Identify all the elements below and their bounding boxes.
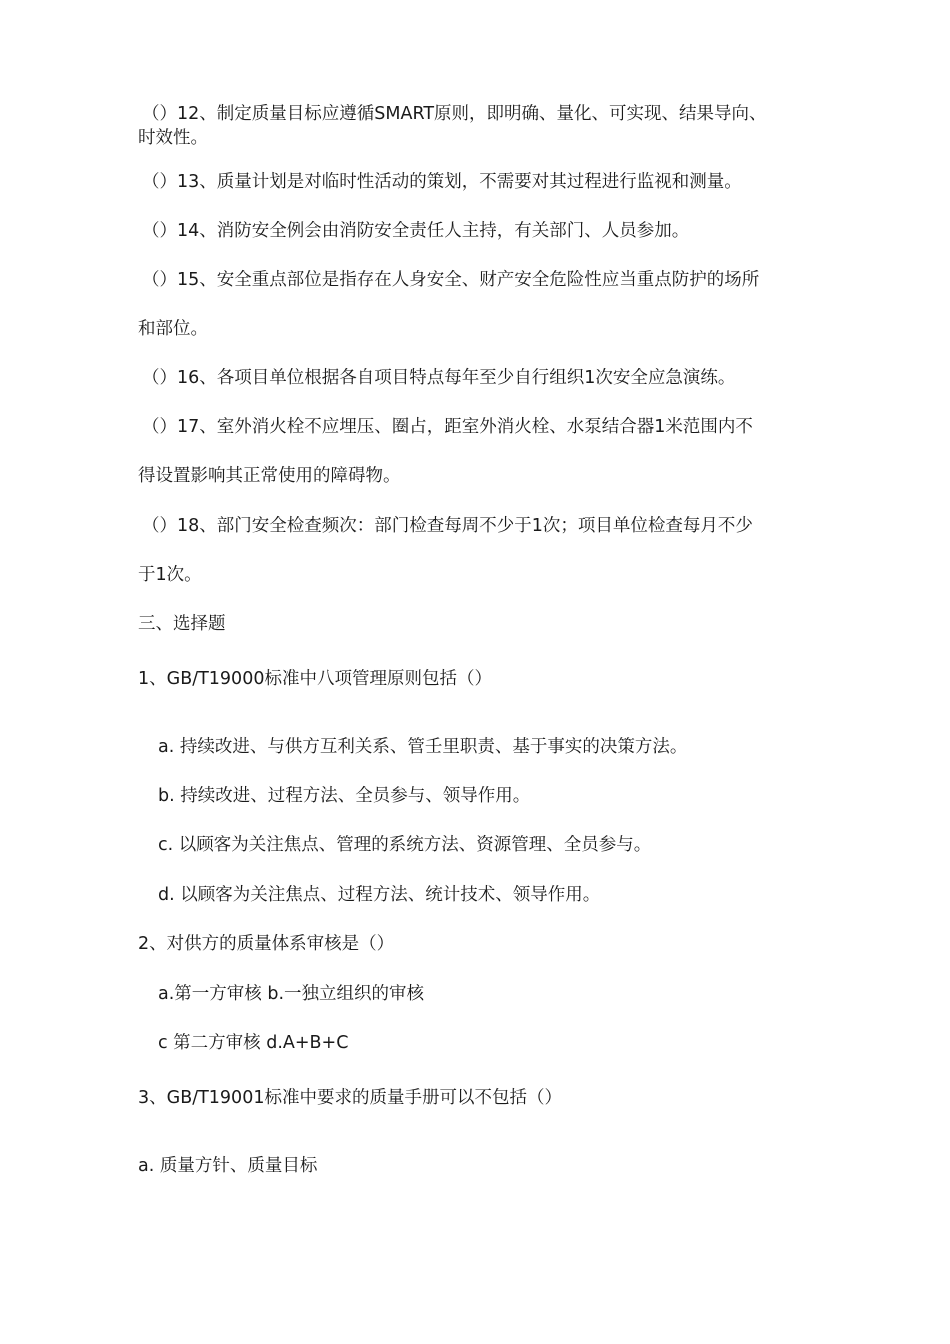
- option-c2-ab: a.第一方审核 b.一独立组织的审核: [158, 984, 425, 1004]
- option-c1-d: d. 以顾客为关注焦点、过程方法、统计技术、领导作用。: [158, 885, 601, 905]
- text-line-q15: （）15、安全重点部位是指存在人身安全、财产安全危险性应当重点防护的场所: [142, 270, 760, 290]
- option-c1-a: a. 持续改进、与供方互利关系、管壬里职责、基于事实的决策方法。: [158, 737, 688, 757]
- text-line-q12-cont: 时效性。: [138, 128, 208, 148]
- option-c1-c: c. 以顾客为关注焦点、管理的系统方法、资源管理、全员参与。: [158, 835, 652, 855]
- text-line-q14: （）14、消防安全例会由消防安全责任人主持，有关部门、人员参加。: [142, 221, 690, 241]
- section-heading-choice: 三、选择题: [138, 614, 226, 634]
- text-line-c3: 3、GB/T19001标准中要求的质量手册可以不包括（）: [138, 1088, 562, 1108]
- text-line-c2: 2、对供方的质量体系审核是（）: [138, 934, 395, 954]
- text-line-c1: 1、GB/T19000标准中八项管理原则包括（）: [138, 669, 492, 689]
- text-line-q17: （）17、室外消火栓不应埋压、圈占，距室外消火栓、水泵结合器1米范围内不: [142, 417, 753, 437]
- text-line-q12: （）12、制定质量目标应遵循SMART原则，即明确、量化、可实现、结果导向、: [142, 104, 767, 124]
- option-c3-a: a. 质量方针、质量目标: [138, 1156, 318, 1176]
- text-line-q18: （）18、部门安全检查频次：部门检查每周不少于1次；项目单位检查每月不少: [142, 516, 753, 536]
- option-c2-cd: c 第二方审核 d.A+B+C: [158, 1033, 349, 1053]
- option-c1-b: b. 持续改进、过程方法、全员参与、领导作用。: [158, 786, 531, 806]
- text-line-q13: （）13、质量计划是对临时性活动的策划，不需要对其过程进行监视和测量。: [142, 172, 742, 192]
- text-line-q18-cont: 于1次。: [138, 565, 202, 585]
- text-line-q16: （）16、各项目单位根据各自项目特点每年至少自行组织1次安全应急演练。: [142, 368, 736, 388]
- text-line-q17-cont: 得设置影响其正常使用的障碍物。: [138, 466, 401, 486]
- text-line-q15-cont: 和部位。: [138, 319, 208, 339]
